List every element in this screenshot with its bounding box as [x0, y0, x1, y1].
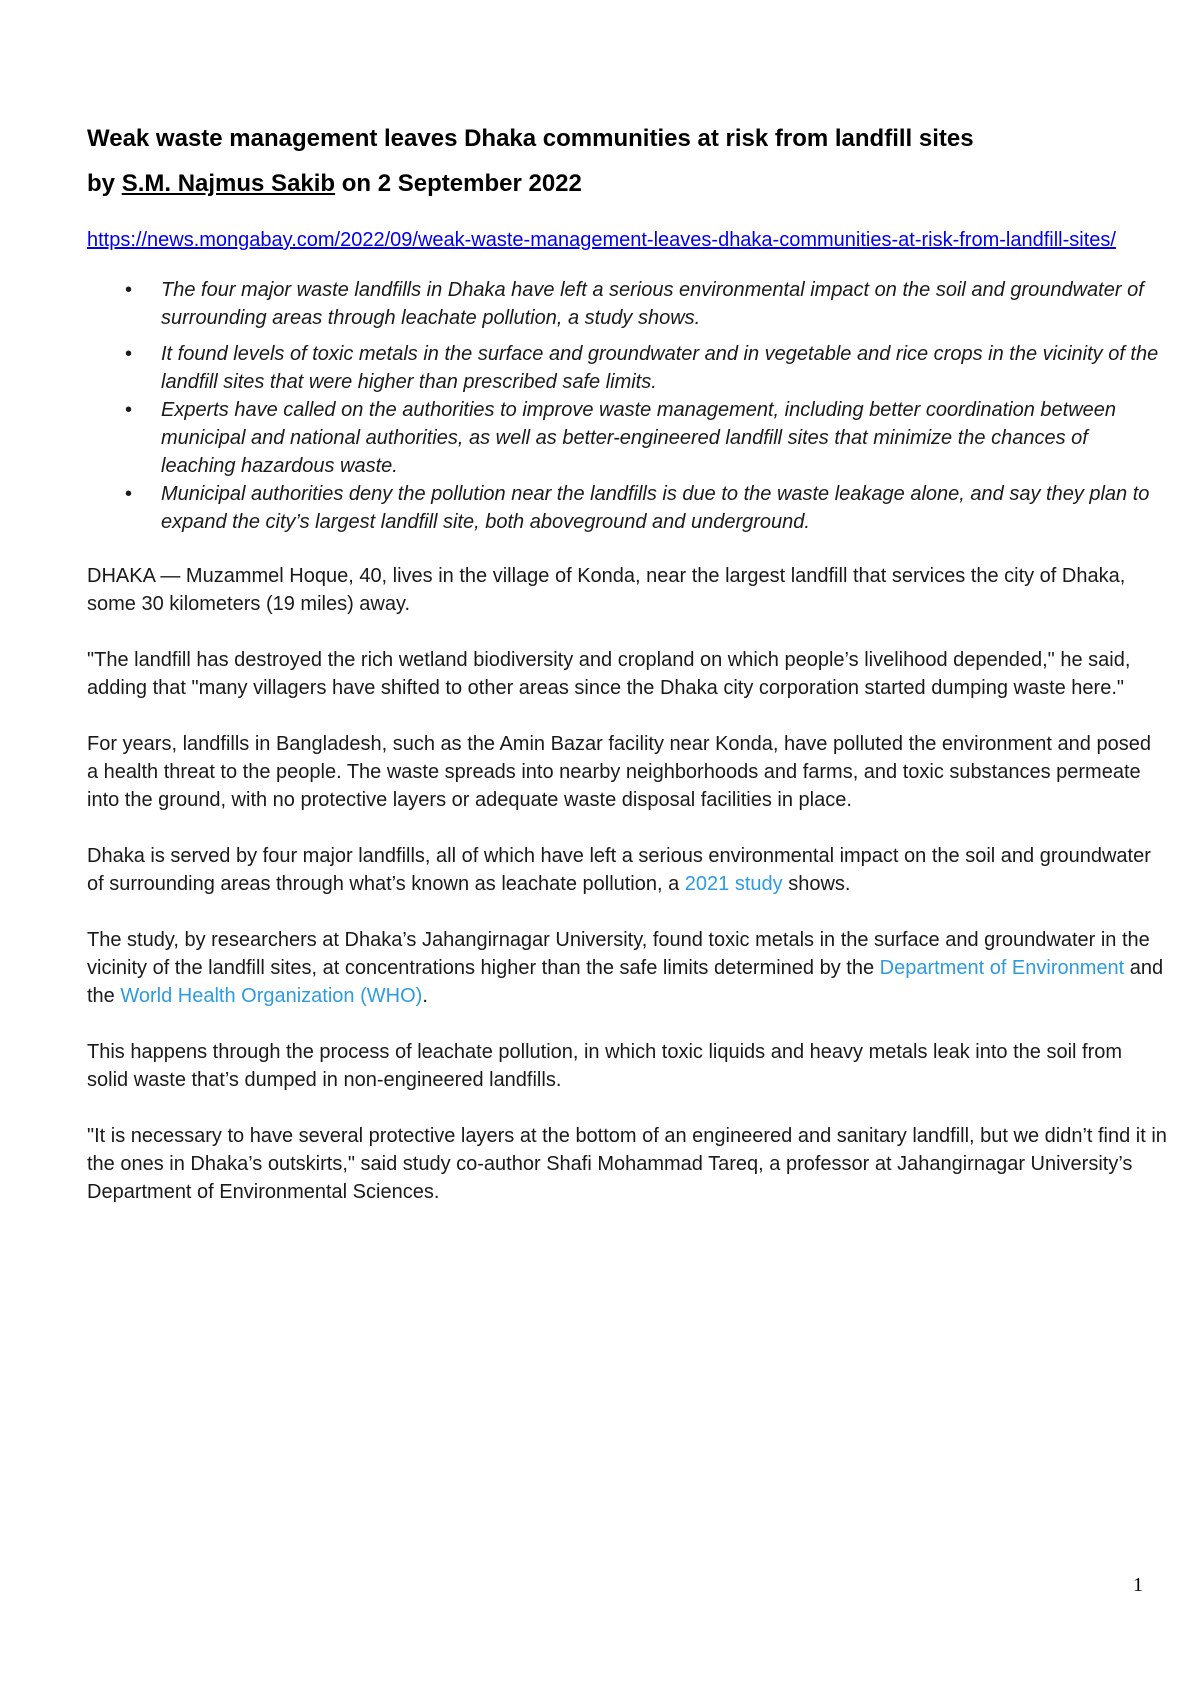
bullet-icon: •: [125, 343, 133, 365]
summary-bullet-list: [87, 276, 1167, 536]
article-title: Weak waste management leaves Dhaka communities at risk from landfill sites: [87, 125, 974, 152]
article-body: [87, 116, 1167, 1234]
paragraph-text: .: [422, 985, 428, 1007]
summary-bullet-item: [87, 340, 1167, 396]
byline-date: on 2 September 2022: [335, 170, 582, 197]
byline-prefix: by: [87, 170, 122, 197]
paragraph-text: shows.: [782, 873, 851, 895]
summary-text: The four major waste landfills in Dhaka have left a serious environmental impact on the soil and groundwater of surrounding areas through leachate pollution, a study shows.: [161, 279, 1144, 329]
paragraph-text: Dhaka is served by four major landfills, all of which have left a serious environmental impact on the soil and groundwater of surrounding areas through what’s known as leachate pollution, a: [87, 845, 1151, 895]
paragraph-leachate-process: This happens through the process of leachate pollution, in which toxic liquids and heavy metals leak into the soil from solid waste that’s dumped in non-engineered landfills.: [87, 1041, 1123, 1091]
paragraph-study-findings: [87, 926, 1167, 1010]
paragraph-intro: DHAKA — Muzammel Hoque, 40, lives in the village of Konda, near the largest landfill that services the city of Dhaka, some 30 kilometers (19 miles) away.: [87, 565, 1126, 615]
study-2021-link[interactable]: 2021 study: [684, 873, 783, 895]
summary-text: Experts have called on the authorities to improve waste management, including better coordination between municipal and national authorities, as well as better-engineered landfill sites that minimize the chances of leaching hazardous waste.: [161, 399, 1117, 477]
paragraph-landfills-bangladesh: For years, landfills in Bangladesh, such as the Amin Bazar facility near Konda, have polluted the environment and posed a health threat to the people. The waste spreads into nearby neighborhoods and farms, and toxic substances permeate into the ground, with no protective layers or adequate waste disposal facilities in place.: [87, 733, 1151, 811]
who-link[interactable]: World Health Organization (WHO): [120, 985, 423, 1007]
summary-bullet-item: [87, 276, 1167, 332]
summary-bullet-item: [87, 480, 1167, 536]
bullet-icon: •: [125, 399, 133, 421]
paragraph-quote-hoque: "The landfill has destroyed the rich wetland biodiversity and cropland on which people’s livelihood depended," he said, adding that "many villagers have shifted to other areas since the Dhaka city corporation started dumping waste here.": [87, 649, 1131, 699]
summary-text: It found levels of toxic metals in the surface and groundwater and in vegetable and rice crops in the vicinity of the landfill sites that were higher than prescribed safe limits.: [161, 343, 1159, 393]
summary-bullet-item: [87, 396, 1167, 480]
department-of-environment-link[interactable]: Department of Environment: [879, 957, 1125, 979]
source-url-link[interactable]: https://news.mongabay.com/2022/09/weak-waste-management-leaves-dhaka-communities-at-risk-from-landfill-sites/: [87, 229, 1116, 251]
paragraph-text: The study, by researchers at Dhaka’s Jahangirnagar University, found toxic metals in the surface and groundwater in the vicinity of the landfill sites, at concentrations higher than the safe limits determined by the: [87, 929, 1150, 979]
paragraph-text: and the: [87, 957, 1164, 1007]
summary-text: Municipal authorities deny the pollution near the landfills is due to the waste leakage alone, and say they plan to expand the city’s largest landfill site, both aboveground and underground.: [161, 483, 1150, 533]
page-number: 1: [1133, 1574, 1143, 1596]
author-link[interactable]: S.M. Najmus Sakib: [121, 170, 336, 197]
paragraph-quote-tareq: "It is necessary to have several protective layers at the bottom of an engineered and sanitary landfill, but we didn’t find it in the ones in Dhaka’s outskirts," said study co-author Shafi Mohammad Tareq, a professor at Jahangirnagar University’s Department of Environmental Sciences.: [87, 1125, 1167, 1203]
paragraph-four-landfills: [87, 842, 1167, 898]
bullet-icon: •: [125, 483, 133, 505]
article-byline: [87, 161, 1167, 206]
bullet-icon: •: [125, 279, 133, 301]
